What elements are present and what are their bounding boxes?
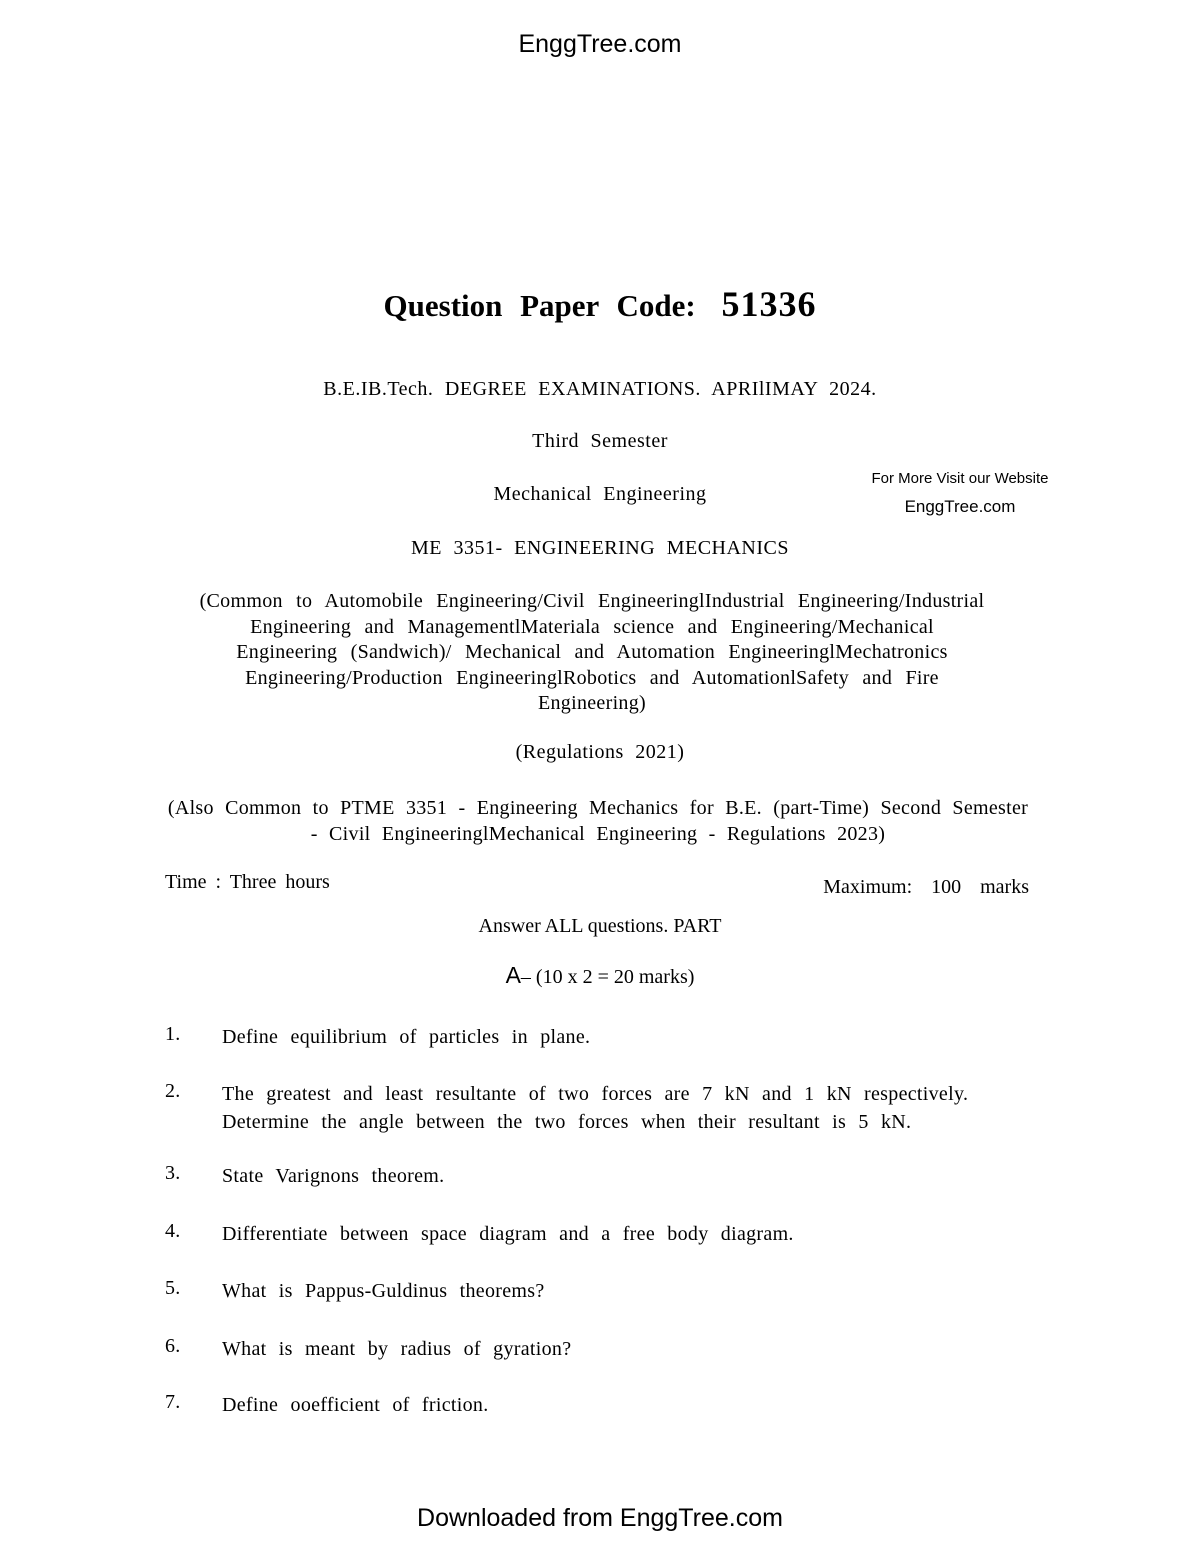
regulations: (Regulations 2021) xyxy=(515,741,685,763)
question-item xyxy=(165,1220,1035,1248)
header-site-name: EnggTree.com xyxy=(518,30,682,58)
question-number: 2. xyxy=(165,1080,181,1102)
question-paper-code: 51336 xyxy=(721,284,817,324)
question-number: 7. xyxy=(165,1391,181,1413)
question-text: Differentiate between space diagram and a free body diagram. xyxy=(222,1223,794,1245)
part-a-letter: A xyxy=(505,962,521,988)
also-common-note: (Also Common to PTME 3351 - Engineering Mechanics for B.E. (part-Time) Second Semester - Civil EngineeringlMechanical Engineering - Regulations 2023) xyxy=(167,797,1029,845)
exam-line: B.E.IB.Tech. DEGREE EXAMINATIONS. APRIlIMAY 2024. xyxy=(323,378,877,400)
instruction: Answer ALL questions. PART xyxy=(478,915,722,937)
question-number: 3. xyxy=(165,1162,181,1184)
question-item xyxy=(165,1023,1035,1051)
maximum-marks: Maximum: 100 marks xyxy=(823,876,1029,898)
question-number: 5. xyxy=(165,1277,181,1299)
question-item xyxy=(165,1162,1035,1190)
question-text: The greatest and least resultante of two forces are 7 kN and 1 kN respectively. Determine the angle between the two forces when their resultant is 5 kN. xyxy=(222,1083,969,1133)
question-number: 4. xyxy=(165,1220,181,1242)
question-text: Define ooefficient of friction. xyxy=(222,1394,489,1416)
question-text: Define equilibrium of particles in plane. xyxy=(222,1026,591,1048)
question-item xyxy=(165,1391,1035,1419)
question-paper-code-label: Question Paper Code: xyxy=(383,288,696,323)
website-note-site: EnggTree.com xyxy=(904,497,1016,516)
part-a-marks: – (10 x 2 = 20 marks) xyxy=(520,966,695,988)
website-note: For More Visit our Website xyxy=(871,470,1049,487)
exam-duration: Time : Three hours xyxy=(165,871,330,893)
question-text: What is meant by radius of gyration? xyxy=(222,1338,572,1360)
course-title: ME 3351- ENGINEERING MECHANICS xyxy=(411,537,789,559)
part-a-heading xyxy=(0,962,1200,989)
question-number: 6. xyxy=(165,1335,181,1357)
question-item xyxy=(165,1335,1035,1363)
question-number: 1. xyxy=(165,1023,181,1045)
common-to-note: (Common to Automobile Engineering/Civil EngineeringlIndustrial Engineering/Industrial Engineering and ManagementlMateriala science and Engineering/Mechanical Engineering (Sandwich)/ Mechanical and Automation EngineeringlMechatronics Engineering/Production EngineeringlRobotics and AutomationlSafety and Fire Engineering) xyxy=(199,590,985,714)
question-paper-title xyxy=(0,283,1200,325)
footer-download-note: Downloaded from EnggTree.com xyxy=(417,1504,783,1532)
question-text: State Varignons theorem. xyxy=(222,1165,445,1187)
question-item xyxy=(165,1277,1035,1305)
semester: Third Semester xyxy=(532,430,668,452)
branch: Mechanical Engineering xyxy=(493,483,707,505)
question-text: What is Pappus-Guldinus theorems? xyxy=(222,1280,545,1302)
question-item xyxy=(165,1080,1035,1136)
